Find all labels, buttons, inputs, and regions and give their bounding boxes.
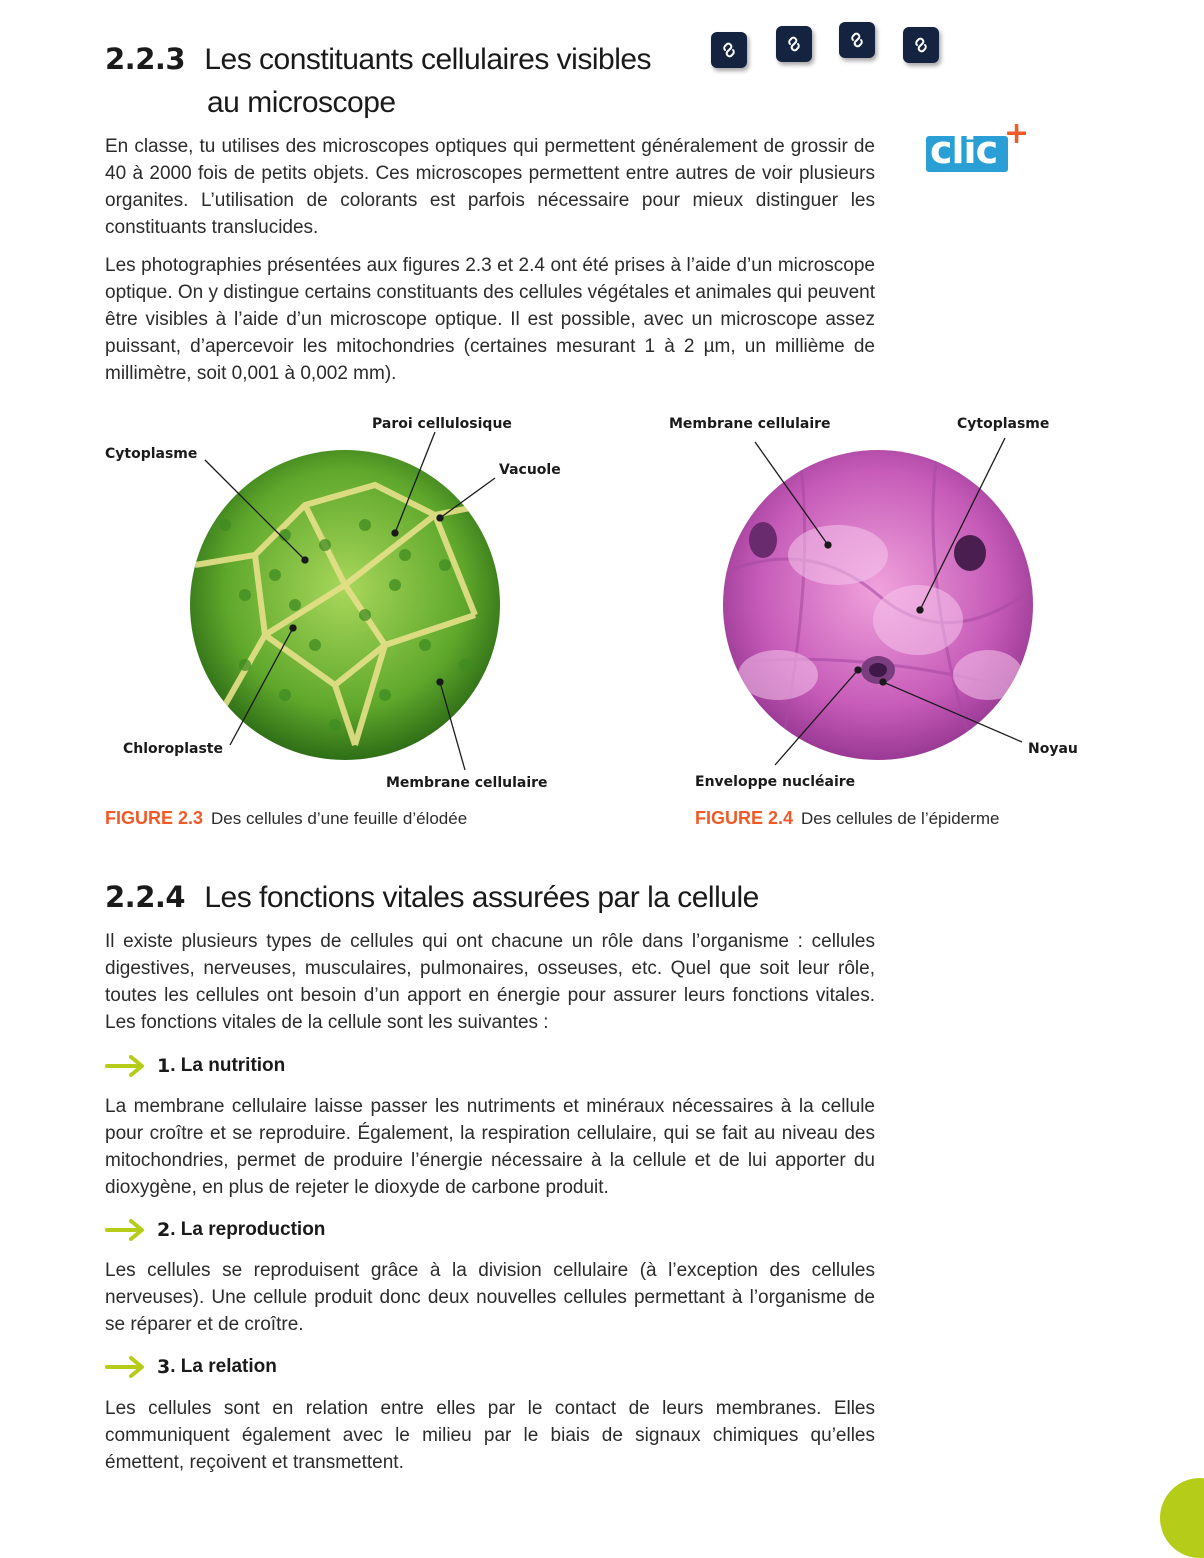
section-223-heading-line2 bbox=[207, 86, 396, 120]
clic-logo-plus: + bbox=[1004, 116, 1030, 151]
label-paroi-cellulosique: Paroi cellulosique bbox=[372, 416, 512, 432]
function-number: 3 bbox=[157, 1356, 171, 1378]
clic-logo[interactable] bbox=[926, 116, 1030, 176]
arrow-right-icon bbox=[105, 1218, 147, 1242]
function-number: 1 bbox=[157, 1055, 171, 1077]
clic-logo-text: clic bbox=[930, 128, 998, 172]
figure-2-3-caption-text: Des cellules d’une feuille d’élodée bbox=[211, 809, 468, 828]
section-number: 2.2.4 bbox=[105, 880, 186, 914]
section-title-line2: au microscope bbox=[207, 86, 396, 119]
function-heading-nutrition bbox=[105, 1054, 285, 1078]
label-vacuole: Vacuole bbox=[499, 462, 561, 478]
section-223-heading bbox=[105, 42, 705, 77]
section-title: Les fonctions vitales assurées par la cellule bbox=[204, 881, 759, 914]
function-heading-relation bbox=[105, 1355, 277, 1379]
figure-2-3-number: FIGURE 2.3 bbox=[105, 808, 204, 828]
function-title: . La reproduction bbox=[170, 1219, 326, 1240]
function-title: . La nutrition bbox=[170, 1055, 286, 1076]
link-icon bbox=[911, 35, 931, 55]
function-text-relation: Les cellules sont en relation entre elles par le contact de leurs membranes. Elles communiquent également avec le milieu par le biais de signaux chimiques qu’elles émettent, reçoivent et transmettent. bbox=[105, 1398, 875, 1473]
section-224-intro: Il existe plusieurs types de cellules qui ont chacune un rôle dans l’organisme : cellules digestives, nerveuses, musculaires, pulmonaires, osseuses, etc. Quel que soit leur rôle, toutes les cellules ont besoin d’un apport en énergie pour assurer leurs fonctions vitales. Les fonctions vitales de la cellule sont les suivantes : bbox=[105, 931, 875, 1033]
label-membrane-animal: Membrane cellulaire bbox=[669, 416, 831, 432]
page-corner-decoration bbox=[1160, 1478, 1204, 1558]
function-number: 2 bbox=[157, 1219, 171, 1241]
label-enveloppe-nucleaire: Enveloppe nucléaire bbox=[695, 774, 856, 790]
label-chloroplaste: Chloroplaste bbox=[123, 741, 223, 757]
function-title: . La relation bbox=[170, 1356, 277, 1377]
label-membrane-plant: Membrane cellulaire bbox=[386, 775, 548, 791]
link-button-4[interactable] bbox=[903, 27, 939, 63]
link-button-1[interactable] bbox=[711, 32, 747, 68]
section-224-heading bbox=[105, 880, 865, 915]
function-text-reproduction: Les cellules se reproduisent grâce à la division cellulaire (à l’exception des cellules nerveuses). Une cellule produit donc deux nouvelles cellules permettant à l’organisme de se réparer et de croître. bbox=[105, 1260, 875, 1335]
function-heading-reproduction bbox=[105, 1218, 325, 1242]
figure-2-4-caption bbox=[695, 808, 999, 829]
link-icon bbox=[784, 34, 804, 54]
figure-2-3-caption bbox=[105, 808, 467, 829]
section-title-line1: Les constituants cellulaires visibles bbox=[204, 43, 652, 76]
label-cytoplasme-plant: Cytoplasme bbox=[105, 446, 198, 462]
intro-paragraph-1: En classe, tu utilises des microscopes optiques qui permettent généralement de grossir de 40 à 2000 fois de petits objets. Ces microscopes permettent entre autres de voir plusieurs organites. L’utilisation de colorants est parfois nécessaire pour mieux distinguer les constituants translucides. bbox=[105, 136, 875, 238]
function-text-nutrition: La membrane cellulaire laisse passer les nutriments et minéraux nécessaires à la cellule pour croître et se reproduire. Également, la respiration cellulaire, qui se fait au niveau des mitochondries, permet de produire l’énergie nécessaire à la cellule et de lui apporter du dioxygène, en plus de rejeter le dioxyde de carbone produit. bbox=[105, 1096, 875, 1198]
label-noyau: Noyau bbox=[1028, 741, 1078, 757]
arrow-right-icon bbox=[105, 1355, 147, 1379]
link-button-3[interactable] bbox=[839, 22, 875, 58]
label-cytoplasme-animal: Cytoplasme bbox=[957, 416, 1050, 432]
intro-paragraph-2: Les photographies présentées aux figures 2.3 et 2.4 ont été prises à l’aide d’un microscope optique. On y distingue certains constituants des cellules végétales et animales qui peuvent être visibles à l’aide d’un microscope optique. Il est possible, avec un microscope assez puissant, d’apercevoir les mitochondries (certaines mesurant 1 à 2 µm, un millième de millimètre, soit 0,001 à 0,002 mm). bbox=[105, 255, 875, 384]
section-number: 2.2.3 bbox=[105, 42, 186, 76]
figure-2-4-number: FIGURE 2.4 bbox=[695, 808, 794, 828]
arrow-right-icon bbox=[105, 1054, 147, 1078]
figure-2-4-leader-lines bbox=[660, 420, 1080, 800]
link-button-2[interactable] bbox=[776, 26, 812, 62]
figure-2-4-caption-text: Des cellules de l’épiderme bbox=[801, 809, 1000, 828]
link-icon bbox=[847, 30, 867, 50]
link-icon bbox=[719, 40, 739, 60]
